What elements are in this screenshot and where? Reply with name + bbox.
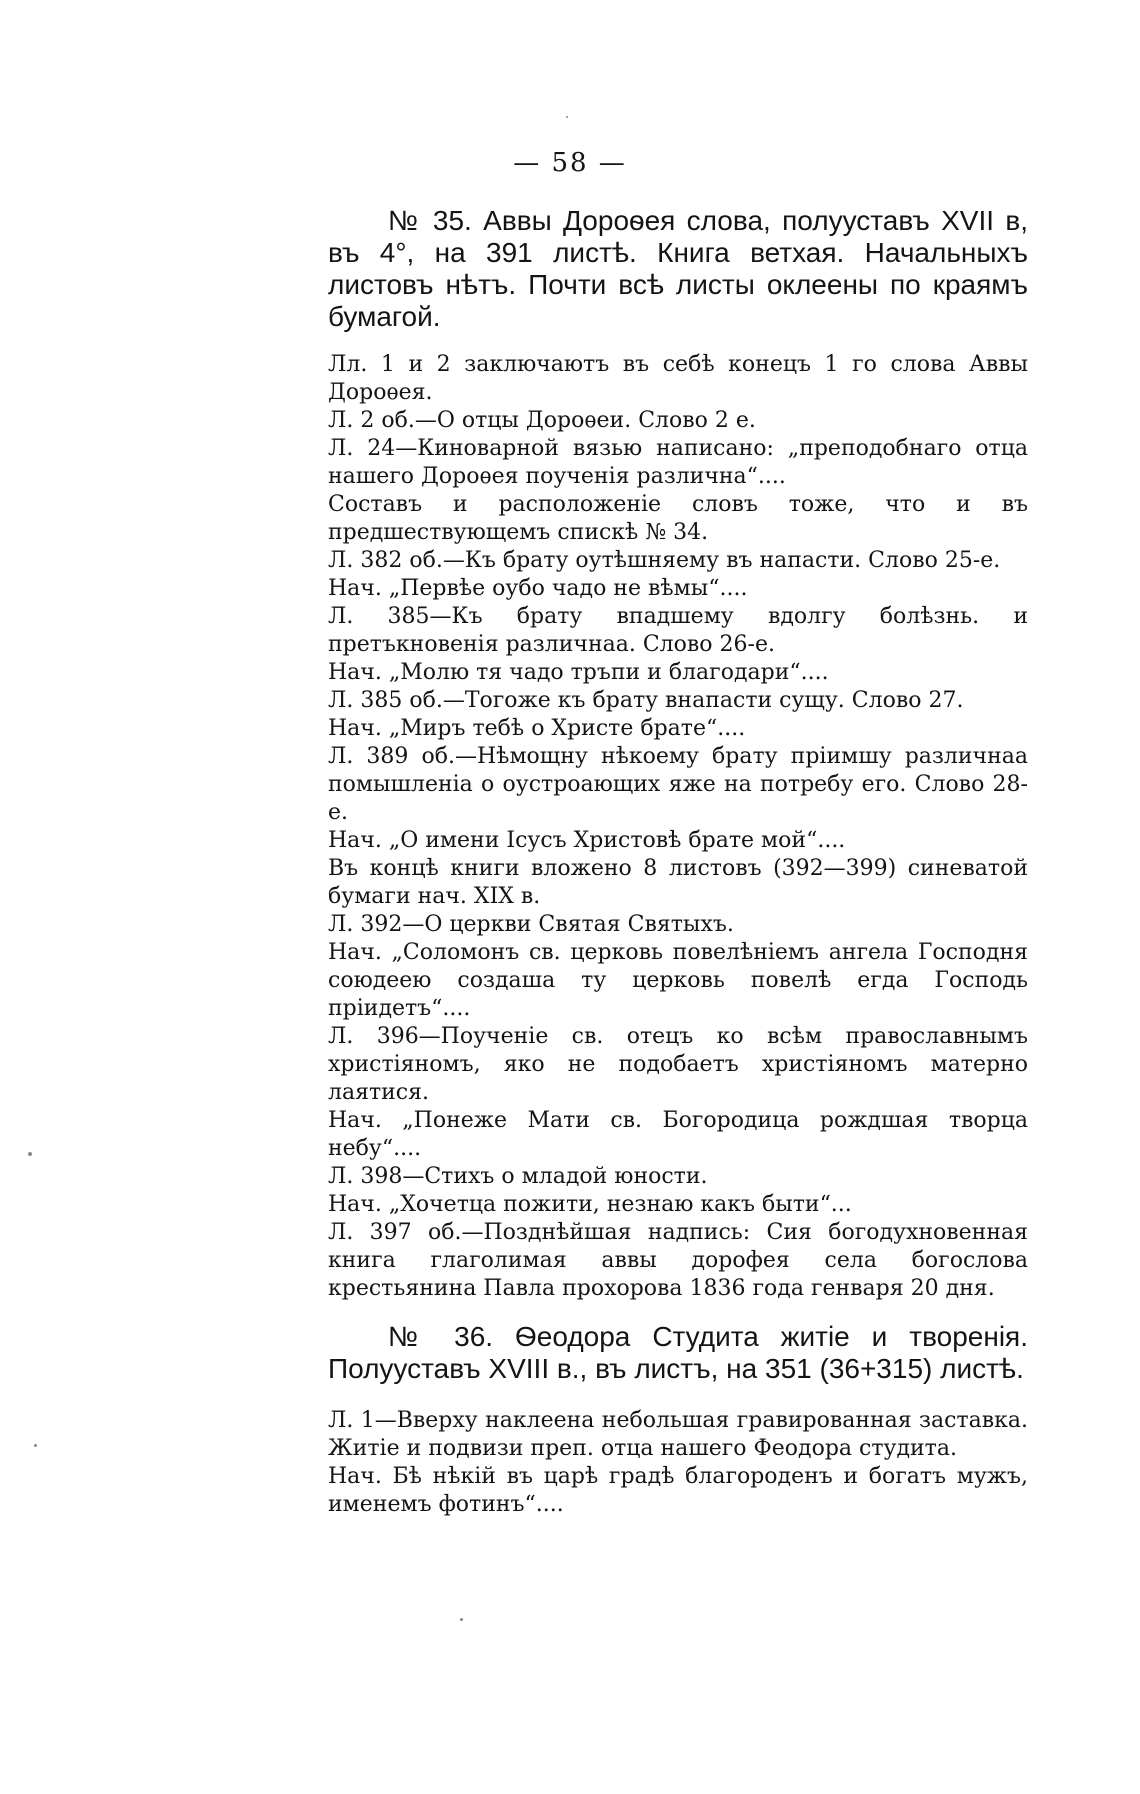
print-speck [34,1444,37,1447]
print-speck [28,1152,32,1156]
paragraph: Л. 385 об.—Тогоже къ брату внапасти сущу. Слово 27. [328,688,964,713]
paragraph: Л. 382 об.—Къ брату оутѣшняему въ напасти. Слово 25-е. [328,548,1001,573]
page-content [328,205,1028,1519]
paragraph: Нач. „Молю тя чадо тръпи и благодари“.... [328,660,829,685]
paragraph: Нач. „О имени Ісусъ Христовѣ брате мой“.... [328,828,846,853]
paragraph: Л. 2 об.—О отцы Дороѳеи. Слово 2 е. [328,408,756,433]
print-speck [566,116,568,118]
paragraph: Составъ и расположеніе словъ тоже, что и въ предшествующемъ спискѣ № 34. [328,492,1028,545]
entry-35-body [328,351,1028,1303]
paragraph: Л. 389 об.—Нѣмощну нѣкоему брату пріимшу различнаа помышленіа о оустроающих яже на потребу его. Слово 28-е. [328,744,1028,825]
paragraph: Л. 385—Къ брату впадшему вдолгу болѣзнь. и претъкновенія различнаа. Слово 26-е. [328,604,1028,657]
paragraph: Нач. Бѣ нѣкій въ царѣ градѣ благороденъ и богатъ мужъ, именемъ фотинъ“.... [328,1464,1028,1517]
paragraph: Л. 397 об.—Позднѣйшая надпись: Сия богодухновенная книга глаголимая аввы дорофея села богослова крестьянина Павла прохорова 1836 года генваря 20 дня. [328,1220,1028,1301]
paragraph: Нач. „Соломонъ св. церковь повелѣніемъ ангела Господня союдеею создаша ту церковь повелѣ егда Господь пріидетъ“.... [328,940,1028,1021]
paragraph: Л. 396—Поученіе св. отецъ ко всѣм православнымъ христіяномъ, яко не подобаетъ христіяномъ матерно лаятися. [328,1024,1028,1105]
paragraph: Л. 24—Киноварной вязью написано: „преподобнаго отца нашего Дороѳея поученія различна“.... [328,436,1028,489]
paragraph: Лл. 1 и 2 заключаютъ въ себѣ конецъ 1 го слова Аввы Дороѳея. [328,352,1028,405]
paragraph: Нач. „Первѣе оубо чадо не вѣмы“.... [328,576,748,601]
page-number: — 58 — [513,148,627,178]
paragraph: Л. 398—Стихъ о младой юности. [328,1164,708,1189]
entry-36-heading: № 36. Ѳеодора Студита житіе и творенія. Полууставъ XVIII в., въ листъ, на 351 (36+315) листѣ. [328,1321,1028,1384]
paragraph: Нач. „Хочетца пожити, незнаю какъ быти“... [328,1192,852,1217]
paragraph: Нач. „Миръ тебѣ о Христе брате“.... [328,716,746,741]
paragraph: Л. 1—Вверху наклеена небольшая гравированная заставка. Житіе и подвизи преп. отца нашего Феодора студита. [328,1408,1028,1461]
paragraph: Въ концѣ книги вложено 8 листовъ (392—399) синеватой бумаги нач. XIX в. [328,856,1028,909]
entry-35-heading: № 35. Аввы Дороѳея слова, полууставъ XVII в, въ 4°, на 391 листѣ. Книга ветхая. Начальныхъ листовъ нѣтъ. Почти всѣ листы оклеены по краямъ бумагой. [328,205,1028,332]
paragraph: Нач. „Понеже Мати св. Богородица рождшая творца небу“.... [328,1108,1028,1161]
entry-36-body [328,1407,1028,1519]
print-speck [460,1618,463,1621]
paragraph: Л. 392—О церкви Святая Святыхъ. [328,912,734,937]
